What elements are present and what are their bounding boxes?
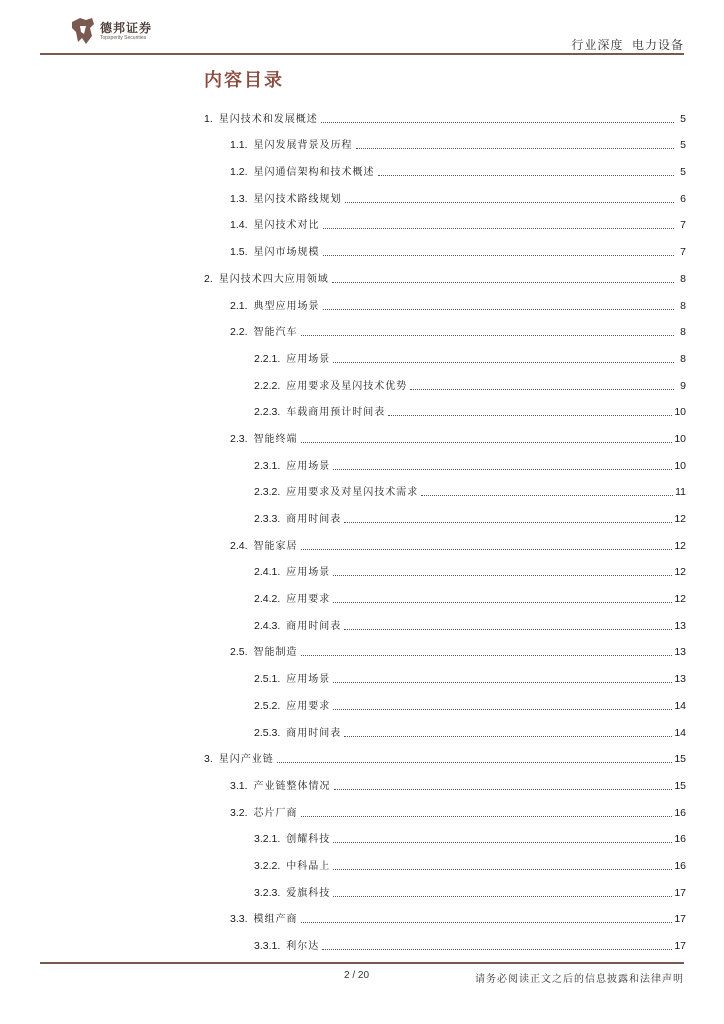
toc-dot-leader bbox=[321, 121, 674, 123]
toc-entry[interactable] bbox=[204, 771, 686, 798]
toc-entry-page: 16 bbox=[674, 859, 686, 872]
toc-entry-page: 5 bbox=[680, 166, 686, 179]
toc-entry[interactable] bbox=[204, 424, 686, 451]
toc-entry-label: 智能汽车 bbox=[253, 327, 298, 339]
toc-dot-leader bbox=[344, 628, 672, 630]
toc-dot-leader bbox=[322, 948, 672, 950]
toc-entry-number: 2.4. bbox=[230, 539, 248, 552]
toc-entry[interactable] bbox=[204, 825, 686, 852]
toc-entry-label: 应用要求及对星闪技术需求 bbox=[286, 487, 419, 499]
toc-entry-number: 3. bbox=[204, 753, 213, 766]
toc-entry[interactable] bbox=[204, 344, 686, 371]
toc-entry[interactable] bbox=[204, 745, 686, 772]
toc-entry[interactable] bbox=[204, 371, 686, 398]
toc-entry-page: 5 bbox=[680, 139, 686, 152]
toc-entry-page: 16 bbox=[674, 833, 686, 846]
toc-dot-leader bbox=[301, 441, 673, 443]
toc-entry-number: 2.2.2. bbox=[254, 379, 281, 392]
toc-entry-number: 2.5.2. bbox=[254, 699, 281, 712]
toc-dot-leader bbox=[421, 494, 673, 496]
bull-logo-icon bbox=[70, 16, 96, 46]
toc-entry-page: 8 bbox=[680, 326, 686, 339]
toc-entry-label: 应用场景 bbox=[286, 353, 331, 365]
toc-entry-label: 应用场景 bbox=[286, 674, 331, 686]
toc-dot-leader bbox=[356, 147, 674, 149]
toc-entry[interactable] bbox=[204, 851, 686, 878]
toc-entry-number: 2.3.2. bbox=[254, 486, 281, 499]
toc-entry[interactable] bbox=[204, 478, 686, 505]
toc-dot-leader bbox=[333, 361, 674, 363]
toc-entry-number: 1.2. bbox=[230, 166, 248, 179]
toc-entry[interactable] bbox=[204, 798, 686, 825]
toc-entry-page: 8 bbox=[680, 352, 686, 365]
toc-entry-label: 商用时间表 bbox=[286, 620, 342, 632]
toc-entry-label: 典型应用场景 bbox=[253, 300, 320, 312]
toc-entry-number: 2. bbox=[204, 272, 213, 285]
toc-dot-leader bbox=[301, 654, 673, 656]
toc-entry-number: 2.4.2. bbox=[254, 593, 281, 606]
header-divider bbox=[40, 53, 684, 55]
toc-entry[interactable] bbox=[204, 157, 686, 184]
toc-entry-number: 3.2.1. bbox=[254, 833, 281, 846]
toc-dot-leader bbox=[333, 681, 672, 683]
toc-dot-leader bbox=[333, 574, 672, 576]
toc-entry-page: 13 bbox=[674, 673, 686, 686]
toc-dot-leader bbox=[333, 468, 672, 470]
toc-entry[interactable] bbox=[204, 691, 686, 718]
toc-entry-page: 15 bbox=[674, 779, 686, 792]
toc-dot-leader bbox=[277, 761, 673, 763]
toc-entry-number: 3.3. bbox=[230, 913, 248, 926]
toc-entry[interactable] bbox=[204, 718, 686, 745]
toc-entry[interactable] bbox=[204, 398, 686, 425]
toc-entry-page: 7 bbox=[680, 246, 686, 259]
toc-entry[interactable] bbox=[204, 664, 686, 691]
toc-entry[interactable] bbox=[204, 318, 686, 345]
toc-entry[interactable] bbox=[204, 611, 686, 638]
toc-entry-page: 12 bbox=[674, 593, 686, 606]
toc-entry-page: 17 bbox=[674, 913, 686, 926]
toc-entry-number: 1.3. bbox=[230, 192, 248, 205]
report-category: 行业深度 电力设备 bbox=[571, 38, 684, 52]
toc-dot-leader bbox=[333, 868, 672, 870]
toc-entry[interactable] bbox=[204, 905, 686, 932]
page-number: 2 / 20 bbox=[344, 970, 370, 981]
toc-entry-page: 5 bbox=[680, 112, 686, 125]
toc-entry-number: 3.2.2. bbox=[254, 859, 281, 872]
toc-entry-page: 13 bbox=[674, 619, 686, 632]
toc-entry-number: 1. bbox=[204, 112, 213, 125]
toc-dot-leader bbox=[301, 815, 673, 817]
toc-entry-page: 14 bbox=[674, 699, 686, 712]
toc-entry-label: 创耀科技 bbox=[286, 834, 331, 846]
toc-entry-number: 2.5.1. bbox=[254, 673, 281, 686]
toc-dot-leader bbox=[301, 921, 673, 923]
toc-entry-page: 7 bbox=[680, 219, 686, 232]
toc-entry[interactable] bbox=[204, 131, 686, 158]
table-of-contents bbox=[204, 104, 686, 958]
toc-entry-number: 2.2. bbox=[230, 326, 248, 339]
toc-entry-number: 3.2.3. bbox=[254, 886, 281, 899]
logo-english-name: Topsperity Securities bbox=[100, 34, 147, 41]
toc-entry-label: 芯片厂商 bbox=[253, 807, 298, 819]
toc-entry-label: 车载商用预计时间表 bbox=[286, 407, 386, 419]
toc-dot-leader bbox=[410, 388, 674, 390]
toc-dot-leader bbox=[334, 788, 673, 790]
toc-entry-number: 1.1. bbox=[230, 139, 248, 152]
toc-entry-label: 商用时间表 bbox=[286, 514, 342, 525]
toc-entry-label: 爱旗科技 bbox=[286, 887, 331, 899]
page-header bbox=[0, 0, 724, 60]
logo-chinese-name: 德邦证券 bbox=[100, 20, 153, 35]
toc-entry-number: 1.5. bbox=[230, 246, 248, 259]
toc-entry-page: 10 bbox=[674, 432, 686, 445]
toc-entry-number: 2.2.1. bbox=[254, 352, 281, 365]
toc-dot-leader bbox=[323, 254, 674, 256]
toc-entry-number: 2.3.1. bbox=[254, 459, 281, 472]
toc-entry-label: 应用场景 bbox=[286, 567, 331, 579]
toc-entry-page: 16 bbox=[674, 806, 686, 819]
toc-entry-page: 17 bbox=[674, 886, 686, 899]
toc-entry-label: 利尔达 bbox=[286, 941, 320, 952]
toc-entry-label: 星闪技术对比 bbox=[253, 220, 320, 232]
toc-dot-leader bbox=[333, 841, 672, 843]
toc-dot-leader bbox=[388, 414, 672, 416]
toc-dot-leader bbox=[332, 281, 674, 283]
toc-entry[interactable] bbox=[204, 504, 686, 531]
toc-dot-leader bbox=[323, 308, 674, 310]
toc-entry-page: 9 bbox=[680, 379, 686, 392]
toc-entry[interactable] bbox=[204, 237, 686, 264]
toc-entry-number: 1.4. bbox=[230, 219, 248, 232]
toc-entry-label: 应用要求 bbox=[286, 594, 331, 606]
toc-dot-leader bbox=[345, 201, 674, 203]
toc-entry-page: 14 bbox=[674, 726, 686, 739]
toc-entry-label: 星闪通信架构和技术概述 bbox=[253, 167, 375, 179]
toc-dot-leader bbox=[344, 735, 672, 737]
legal-disclaimer: 请务必阅读正文之后的信息披露和法律声明 bbox=[475, 974, 684, 985]
toc-entry-page: 10 bbox=[674, 406, 686, 419]
toc-dot-leader bbox=[301, 548, 673, 550]
toc-entry-page: 10 bbox=[674, 459, 686, 472]
toc-dot-leader bbox=[344, 521, 672, 523]
toc-entry[interactable] bbox=[204, 931, 686, 958]
toc-entry-page: 12 bbox=[674, 539, 686, 552]
toc-entry-number: 2.4.3. bbox=[254, 619, 281, 632]
toc-entry-label: 星闪产业链 bbox=[218, 754, 274, 766]
toc-entry[interactable] bbox=[204, 291, 686, 318]
toc-entry[interactable] bbox=[204, 264, 686, 291]
toc-entry-number: 2.5. bbox=[230, 646, 248, 659]
toc-entry[interactable] bbox=[204, 451, 686, 478]
toc-entry-page: 15 bbox=[674, 753, 686, 766]
toc-entry-label: 应用场景 bbox=[286, 460, 331, 472]
toc-entry-number: 2.4.1. bbox=[254, 566, 281, 579]
toc-dot-leader bbox=[301, 334, 674, 336]
toc-dot-leader bbox=[333, 601, 672, 603]
toc-entry-number: 2.2.3. bbox=[254, 406, 281, 419]
toc-entry-number: 3.1. bbox=[230, 779, 248, 792]
toc-entry-label: 应用要求 bbox=[286, 700, 331, 712]
toc-entry-number: 3.2. bbox=[230, 806, 248, 819]
toc-title: 内容目录 bbox=[204, 70, 284, 91]
toc-entry-page: 8 bbox=[680, 299, 686, 312]
toc-entry-page: 12 bbox=[674, 566, 686, 579]
toc-entry-label: 模组产商 bbox=[253, 914, 298, 926]
toc-entry-number: 2.1. bbox=[230, 299, 248, 312]
toc-entry[interactable] bbox=[204, 104, 686, 131]
toc-entry-label: 智能家居 bbox=[253, 540, 298, 552]
toc-dot-leader bbox=[333, 708, 672, 710]
toc-dot-leader bbox=[333, 895, 672, 897]
toc-entry[interactable] bbox=[204, 184, 686, 211]
brand-logo bbox=[70, 16, 152, 46]
footer-divider bbox=[40, 962, 684, 964]
toc-entry-page: 13 bbox=[674, 646, 686, 659]
toc-entry[interactable] bbox=[204, 558, 686, 585]
toc-entry[interactable] bbox=[204, 878, 686, 905]
toc-entry-number: 2.3. bbox=[230, 432, 248, 445]
toc-entry-label: 星闪技术四大应用领域 bbox=[218, 273, 329, 285]
toc-entry-number: 2.3.3. bbox=[254, 513, 281, 525]
toc-entry-label: 星闪市场规模 bbox=[253, 247, 320, 259]
toc-entry-label: 中科晶上 bbox=[286, 860, 331, 872]
toc-entry-label: 星闪发展背景及历程 bbox=[253, 140, 353, 152]
toc-entry[interactable] bbox=[204, 584, 686, 611]
toc-dot-leader bbox=[378, 174, 674, 176]
toc-entry-number: 3.3.1. bbox=[254, 940, 281, 952]
toc-entry[interactable] bbox=[204, 211, 686, 238]
toc-entry[interactable] bbox=[204, 638, 686, 665]
toc-entry-label: 智能制造 bbox=[253, 647, 298, 659]
toc-entry-label: 智能终端 bbox=[253, 433, 298, 445]
toc-entry-page: 8 bbox=[680, 272, 686, 285]
toc-entry-label: 产业链整体情况 bbox=[253, 780, 331, 792]
toc-entry-page: 12 bbox=[674, 513, 686, 525]
toc-entry-page: 17 bbox=[674, 940, 686, 952]
toc-entry[interactable] bbox=[204, 531, 686, 558]
toc-entry-number: 2.5.3. bbox=[254, 726, 281, 739]
toc-entry-page: 6 bbox=[680, 192, 686, 205]
toc-dot-leader bbox=[323, 227, 674, 229]
toc-entry-label: 星闪技术和发展概述 bbox=[218, 113, 318, 125]
toc-entry-label: 应用要求及星闪技术优势 bbox=[286, 380, 408, 392]
toc-entry-label: 商用时间表 bbox=[286, 727, 342, 739]
toc-entry-page: 11 bbox=[675, 486, 686, 499]
toc-entry-label: 星闪技术路线规划 bbox=[253, 193, 342, 205]
